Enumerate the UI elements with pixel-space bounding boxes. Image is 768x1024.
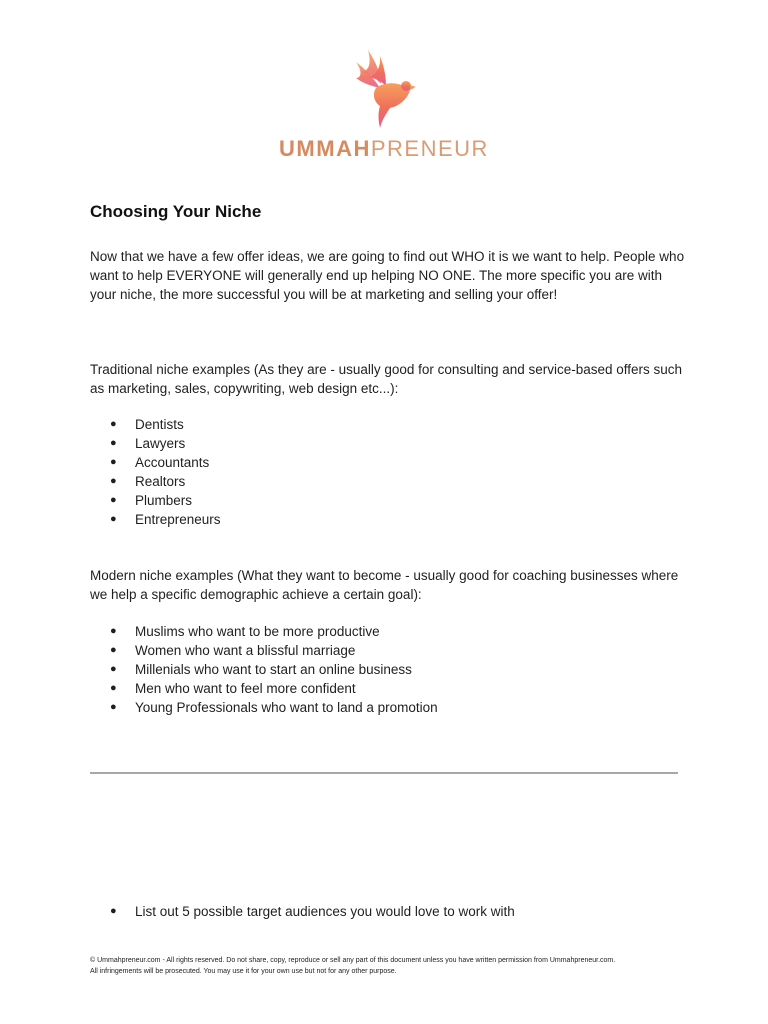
bullet-icon: ● <box>110 418 117 430</box>
list-item: ● Millenials who want to start an online business <box>110 662 412 677</box>
list-item: ● List out 5 possible target audiences you would love to work with <box>110 904 515 919</box>
list-item: ● Plumbers <box>110 493 193 508</box>
list-item: ● Accountants <box>110 455 210 470</box>
footer-line-1: © Ummahpreneur.com - All rights reserved. Do not share, copy, reproduce or sell any part of this document unless you have written permission from Ummahpreneur.com. <box>90 957 616 964</box>
traditional-intro: Traditional niche examples (As they are - usually good for consulting and service-based offers such as marketing, sales, copywriting, web design etc...): <box>90 362 683 396</box>
bullet-icon: ● <box>110 456 117 468</box>
brand-bold: UMMAH <box>279 136 371 161</box>
bullet-icon: ● <box>110 663 117 675</box>
bullet-icon: ● <box>110 494 117 506</box>
task-list <box>90 902 515 921</box>
brand-light: PRENEUR <box>370 136 489 161</box>
bullet-icon: ● <box>110 625 117 637</box>
brand-wordmark <box>0 136 768 162</box>
section-divider <box>90 772 678 774</box>
logo <box>0 48 768 162</box>
list-item: ● Realtors <box>110 474 186 489</box>
bullet-icon: ● <box>110 905 117 917</box>
traditional-niche-list <box>90 415 221 529</box>
list-item: ● Men who want to feel more confident <box>110 681 356 696</box>
footer-line-2: All infringements will be prosecuted. You may use it for your own use but not for any other purpose. <box>90 968 397 975</box>
bullet-icon: ● <box>110 475 117 487</box>
page-title: Choosing Your Niche <box>90 202 262 221</box>
list-item: ● Women who want a blissful marriage <box>110 643 356 658</box>
bullet-icon: ● <box>110 644 117 656</box>
intro-paragraph: Now that we have a few offer ideas, we are going to find out WHO it is we want to help. People who want to help EVERYONE will generally end up helping NO ONE. The more specific you are with your niche, the more successful you will be at marketing and selling your offer! <box>90 249 685 302</box>
list-item: ● Dentists <box>110 417 184 432</box>
list-item: ● Lawyers <box>110 436 186 451</box>
modern-niche-list <box>90 622 438 717</box>
list-item: ● Entrepreneurs <box>110 512 221 527</box>
bullet-icon: ● <box>110 437 117 449</box>
bullet-icon: ● <box>110 682 117 694</box>
list-item: ● Muslims who want to be more productive <box>110 624 380 639</box>
phoenix-bird-icon <box>350 48 418 130</box>
modern-intro: Modern niche examples (What they want to become - usually good for coaching businesses where we help a specific demographic achieve a certain goal): <box>90 568 679 602</box>
list-item: ● Young Professionals who want to land a promotion <box>110 700 438 715</box>
copyright-footer <box>90 955 690 977</box>
bullet-icon: ● <box>110 701 117 713</box>
bullet-icon: ● <box>110 513 117 525</box>
